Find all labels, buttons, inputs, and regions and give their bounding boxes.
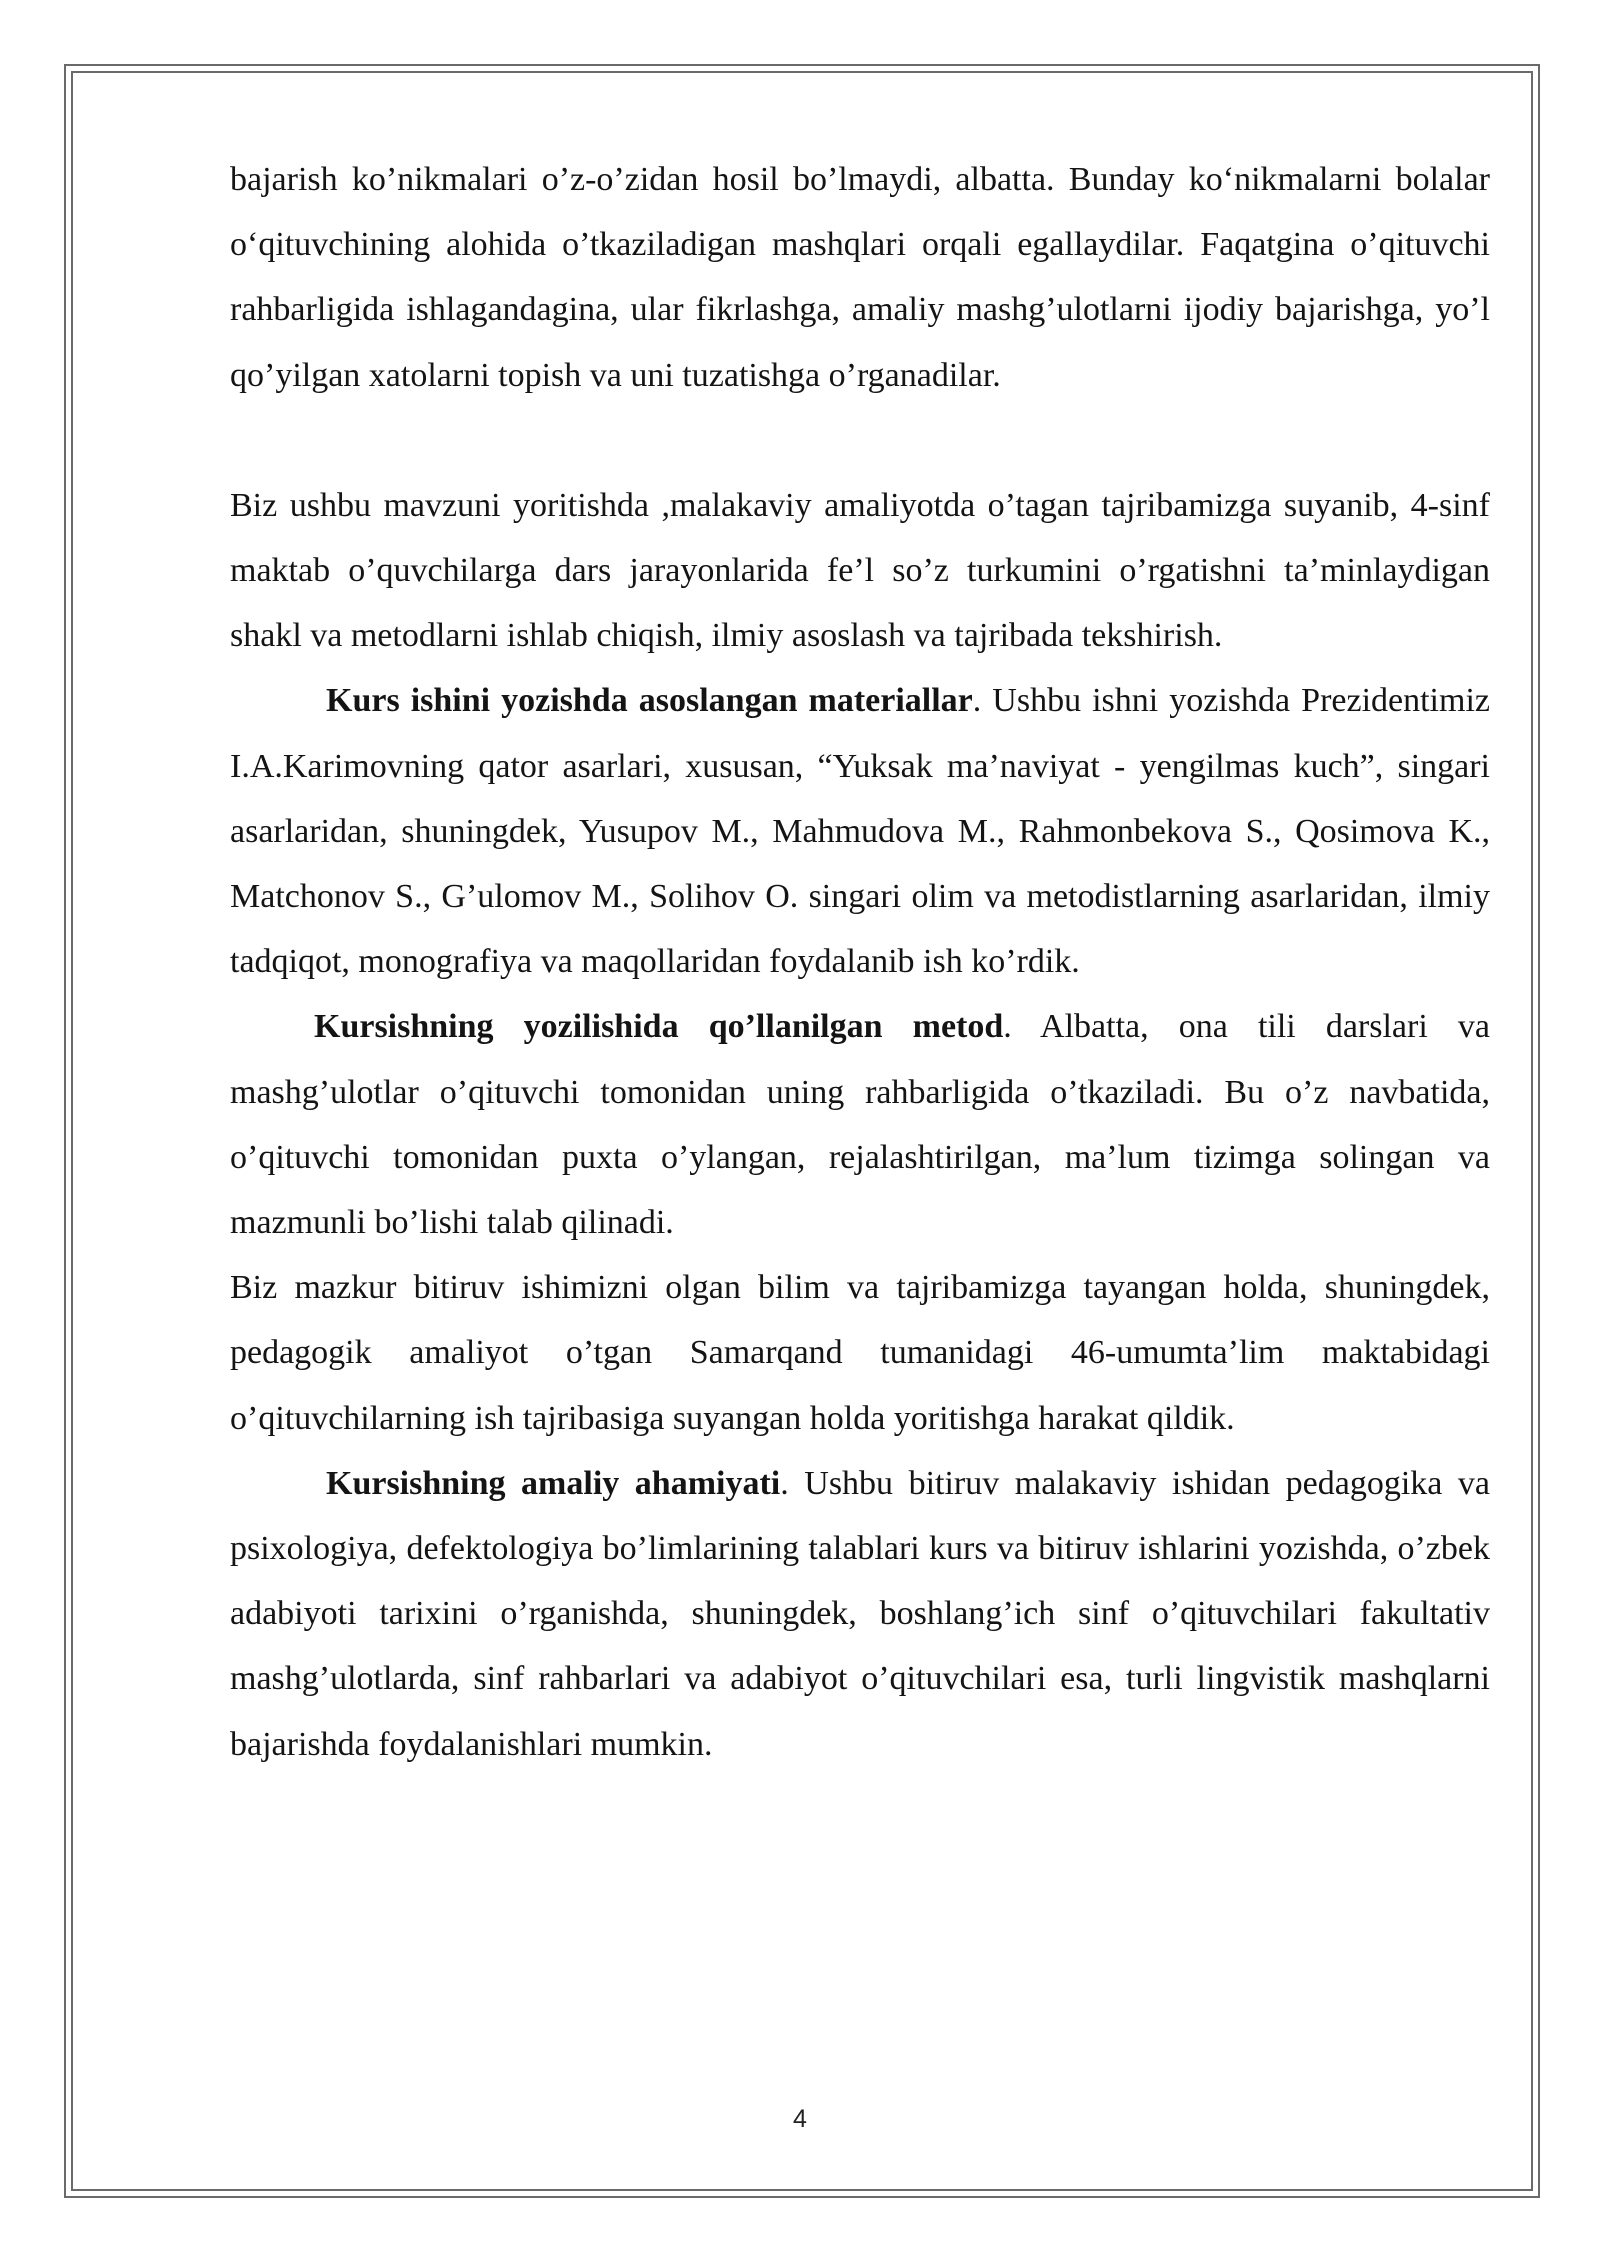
paragraph-materials xyxy=(230,668,1490,994)
paragraph-text: . Albatta, ona tili darslari va mashg’ulotlar o’qituvchi tomonidan uning rahbarligida o’tkaziladi. Bu o’z navbatida, o’qituvchi tomonidan puxta o’ylangan, rejalashtirilgan, ma’lum tizimga solingan va mazmunli bo’lishi talab qilinadi. xyxy=(230,1008,1490,1242)
paragraph-research-goal xyxy=(230,473,1490,669)
paragraph-spacer xyxy=(230,408,1490,473)
paragraph-experience xyxy=(230,1255,1490,1451)
paragraph-method xyxy=(230,994,1490,1255)
section-heading-practical-value: Kursishning amaliy ahamiyati xyxy=(326,1464,781,1502)
paragraph-text: bajarish ko’nikmalari o’z-o’zidan hosil bo’lmaydi, albatta. Bunday ko‘nikmalarni bolalar o‘qituvchining alohida o’tkaziladigan mashqlari orqali egallaydilar. Faqatgina o’qituvchi rahbarligida ishlagandagina, ular fikrlashga, amaliy mashg’ulotlarni ijodiy bajarishga, yo’l qo’yilgan xatolarni topish va uni tuzatishga o’rganadilar. xyxy=(230,161,1490,394)
section-heading-method: Kursishning yozilishida qo’llanilgan metod xyxy=(314,1008,1004,1046)
page-number: 4 xyxy=(793,2105,807,2133)
paragraph-text: . Ushbu ishni yozishda Prezidentimiz I.A.Karimovning qator asarlari, xususan, “Yuksak ma’naviyat - yengilmas kuch”, singari asarlaridan, shuningdek, Yusupov M., Mahmudova M., Rahmonbekova S., Qosimova K., Matchonov S., G’ulomov M., Solihov O. singari olim va metodistlarning asarlaridan, ilmiy tadqiqot, monografiya va maqollaridan foydalanib ish ko’rdik. xyxy=(230,682,1490,981)
paragraph-text: . Ushbu bitiruv malakaviy ishidan pedagogika va psixologiya, defektologiya bo’limlarining talablari kurs va bitiruv ishlarini yozishda, o’zbek adabiyoti tarixini o’rganishda, shuningdek, boshlang’ich sinf o’qituvchilari fakultativ mashg’ulotlarda, sinf rahbarlari va adabiyot o’qituvchilari esa, turli lingvistik mashqlarni bajarishda foydalanishlari mumkin. xyxy=(230,1464,1490,1763)
document-body xyxy=(230,147,1490,1777)
paragraph-text: Biz ushbu mavzuni yoritishda ,malakaviy amaliyotda o’tagan tajribamizga suyanib, 4-sinf maktab o’quvchilarga dars jarayonlarida fe’l so’z turkumini o’rgatishni ta’minlaydigan shakl va metodlarni ishlab chiqish, ilmiy asoslash va tajribada tekshirish. xyxy=(230,486,1490,655)
paragraph-practical-value xyxy=(230,1451,1490,1777)
paragraph-skills xyxy=(230,147,1490,408)
section-heading-materials: Kurs ishini yozishda asoslangan materiallar xyxy=(326,682,973,720)
paragraph-text: Biz mazkur bitiruv ishimizni olgan bilim va tajribamizga tayangan holda, shuningdek, pedagogik amaliyot o’tgan Samarqand tumanidagi 46-umumta’lim maktabidagi o’qituvchilarning ish tajribasiga suyangan holda yoritishga harakat qildik. xyxy=(230,1269,1490,1437)
